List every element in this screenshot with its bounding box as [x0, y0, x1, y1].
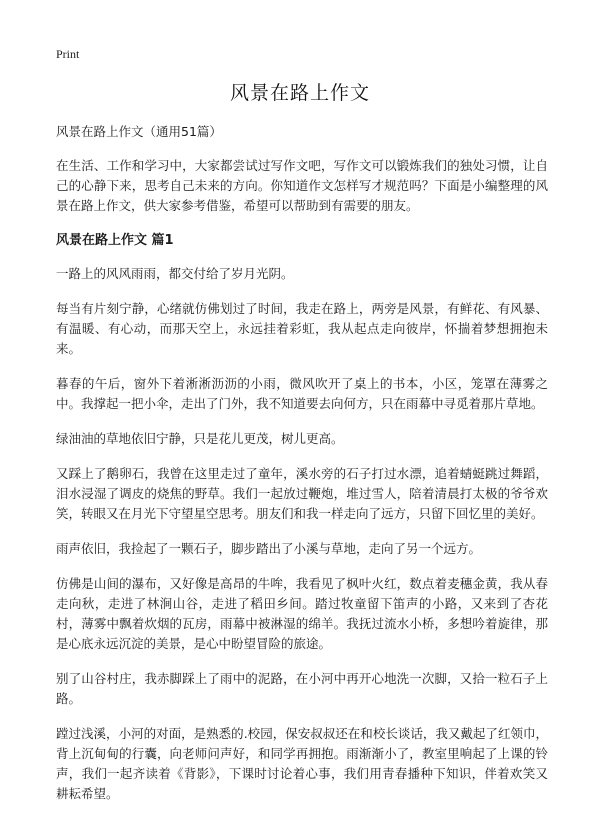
- paragraph: 一路上的风风雨雨，都交付给了岁月光阴。: [56, 266, 294, 281]
- paragraph: 又踩上了鹅卵石，我曾在这里走过了童年，溪水旁的石子打过水漂，追着蜻蜓跳过舞蹈，泪水浸湿了调皮的烧焦的野草。我们一起放过鞭炮，堆过雪人，陪着清晨打太极的爷爷欢笑，转眼又在月光下守望星空思考。朋友们和我一样走向了远方，只留下回忆里的美好。: [56, 466, 548, 521]
- print-label[interactable]: Print: [56, 47, 80, 61]
- paragraph: 每当有片刻宁静，心绪就仿佛划过了时间，我走在路上，两旁是风景，有鲜花、有风暴、有温暖、有心动，而那天空上，永远挂着彩虹，我从起点走向彼岸，怀揣着梦想拥抱未来。: [56, 301, 548, 356]
- paragraph: 蹚过浅溪，小河的对面，是熟悉的.校园，保安叔叔还在和校长谈话，我又戴起了红领巾，背上沉甸甸的行囊，向老师问声好，和同学再拥抱。雨渐渐小了，教室里响起了上课的铃声，我们一起齐读着《背影》，下课时讨论着心事，我们用青春播种下知识，伴着欢笑又耕耘希望。: [56, 726, 548, 801]
- paragraph: 绿油油的草地依旧宁静，只是花儿更茂，树儿更高。: [56, 431, 344, 446]
- section-heading: 风景在路上作文 篇1: [56, 233, 174, 248]
- paragraph: 暮春的午后，窗外下着淅淅沥沥的小雨，微风吹开了桌上的书本，小区，笼罩在薄雾之中。我撑起一把小伞，走出了门外，我不知道要去向何方，只在雨幕中寻觅着那片草地。: [56, 376, 548, 411]
- page-title: 风景在路上作文: [229, 82, 370, 104]
- article-body: [56, 122, 548, 819]
- article-subtitle: 风景在路上作文（通用51篇）: [56, 124, 222, 139]
- paragraph: 别了山谷村庄，我赤脚踩上了雨中的泥路，在小河中再开心地洗一次脚，又拾一粒石子上路。: [56, 671, 548, 706]
- paragraph: 雨声依旧，我捡起了一颗石子，脚步踏出了小溪与草地，走向了另一个远方。: [56, 541, 482, 556]
- intro-paragraph: 在生活、工作和学习中，大家都尝试过写作文吧，写作文可以锻炼我们的独处习惯，让自己的心静下来，思考自己未来的方向。你知道作文怎样写才规范吗？下面是小编整理的风景在路上作文，供大家参考借鉴，希望可以帮助到有需要的朋友。: [56, 158, 548, 213]
- paragraph: 仿佛是山间的瀑布，又好像是高昂的牛哞，我看见了枫叶火红，数点着麦穗金黄，我从春走向秋，走进了林涧山谷，走进了稻田乡间。踏过牧童留下笛声的小路，又来到了杏花村，薄雾中飘着炊烟的瓦房，雨幕中被淋湿的绵羊。我抚过流水小桥，多想吟着旋律，那是心底永远沉淀的美景，是心中盼望冒险的旅途。: [56, 576, 548, 651]
